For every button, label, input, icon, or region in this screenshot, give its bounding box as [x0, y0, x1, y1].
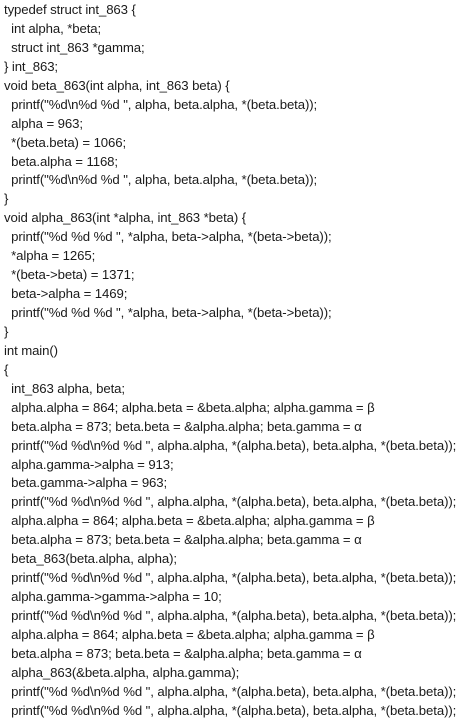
code-line: alpha_863(&beta.alpha, alpha.gamma); — [4, 664, 240, 680]
code-line: beta_863(beta.alpha, alpha); — [4, 551, 177, 567]
code-line: beta->alpha = 1469; — [4, 286, 128, 302]
code-line: int main() — [4, 342, 58, 358]
code-line: void alpha_863(int *alpha, int_863 *beta) { — [4, 210, 247, 226]
code-line: beta.gamma->alpha = 963; — [4, 475, 168, 491]
code-line: void beta_863(int alpha, int_863 beta) { — [4, 77, 230, 93]
code-line: alpha.alpha = 864; alpha.beta = &beta.alpha; alpha.gamma = β — [4, 626, 375, 642]
code-line: printf("%d %d %d ", *alpha, beta->alpha, *(beta->beta)); — [4, 305, 332, 320]
code-line: printf("%d\n%d %d ", alpha, beta.alpha, *(beta.beta)); — [4, 172, 318, 188]
code-line: } — [4, 323, 9, 339]
code-line: *(beta.beta) = 1066; — [4, 134, 127, 150]
code-line: printf("%d %d\n%d %d ", alpha.alpha, *(alpha.beta), beta.alpha, *(beta.beta)); — [4, 608, 457, 623]
code-line: printf("%d %d\n%d %d ", alpha.alpha, *(alpha.beta), beta.alpha, *(beta.beta)); — [4, 570, 457, 586]
code-line: *(beta->beta) = 1371; — [4, 267, 135, 283]
code-line: alpha = 963; — [4, 115, 83, 131]
code-line: } — [4, 191, 9, 207]
code-line: struct int_863 *gamma; — [4, 39, 145, 55]
code-line: printf("%d\n%d %d ", alpha, beta.alpha, *(beta.beta)); — [4, 96, 318, 112]
code-line: beta.alpha = 873; beta.beta = &alpha.alpha; beta.gamma = α — [4, 418, 362, 434]
code-line: beta.alpha = 873; beta.beta = &alpha.alpha; beta.gamma = α — [4, 645, 362, 661]
code-line: int_863 alpha, beta; — [4, 380, 125, 396]
code-line: alpha.alpha = 864; alpha.beta = &beta.alpha; alpha.gamma = β — [4, 399, 375, 415]
code-listing — [4, 1, 474, 721]
code-line: *alpha = 1265; — [4, 248, 96, 264]
code-line: alpha.gamma->gamma->alpha = 10; — [4, 589, 222, 605]
code-line: typedef struct int_863 { — [4, 2, 136, 17]
code-line: } int_863; — [4, 58, 58, 74]
code-line: alpha.alpha = 864; alpha.beta = &beta.alpha; alpha.gamma = β — [4, 513, 375, 529]
code-line: printf("%d %d\n%d %d ", alpha.alpha, *(alpha.beta), beta.alpha, *(beta.beta)); — [4, 683, 457, 699]
code-line: { — [4, 361, 9, 377]
code-line: beta.alpha = 873; beta.beta = &alpha.alpha; beta.gamma = α — [4, 532, 362, 548]
code-line: printf("%d %d %d ", *alpha, beta->alpha, *(beta->beta)); — [4, 229, 332, 245]
code-line: beta.alpha = 1168; — [4, 153, 118, 169]
code-line: alpha.gamma->alpha = 913; — [4, 456, 174, 472]
code-line: int alpha, *beta; — [4, 20, 102, 36]
code-line: printf("%d %d\n%d %d ", alpha.alpha, *(alpha.beta), beta.alpha, *(beta.beta)); — [4, 437, 457, 453]
code-line: printf("%d %d\n%d %d ", alpha.alpha, *(alpha.beta), beta.alpha, *(beta.beta)); — [4, 494, 457, 510]
code-line: printf("%d %d\n%d %d ", alpha.alpha, *(alpha.beta), beta.alpha, *(beta.beta)); — [4, 702, 457, 718]
